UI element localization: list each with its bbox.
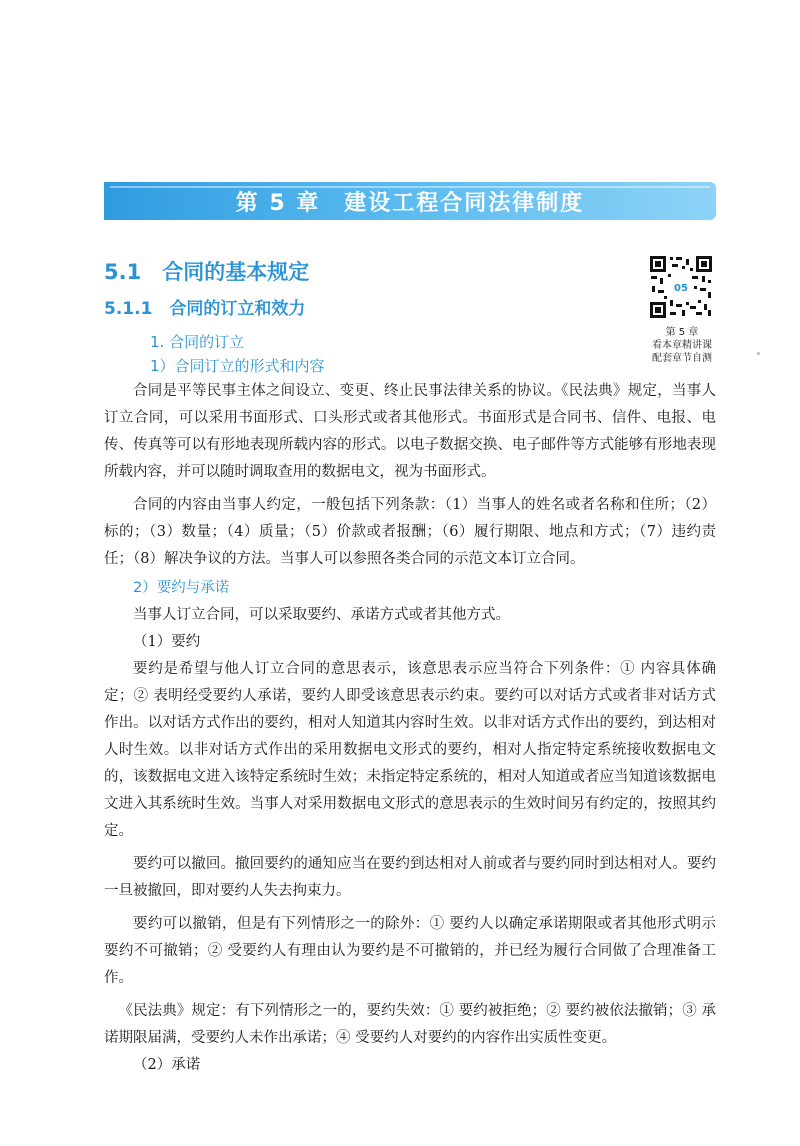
qr-code-icon[interactable]: [648, 254, 714, 320]
heading-offer-and-acceptance: 2）要约与承诺: [133, 580, 230, 596]
section-heading: 5.1 合同的基本规定: [104, 260, 310, 284]
qr-caption-quiz: 配套章节自测: [652, 353, 712, 364]
chapter-title: 第 5 章 建设工程合同法律制度: [235, 190, 585, 216]
paragraph-offer-lapse: 《民法典》规定：有下列情形之一的，要约失效：① 要约被拒绝；② 要约被依法撤销；③ 承诺期限届满，受要约人未作出承诺；④ 受要约人对要约的内容作出实质性变更。: [104, 1003, 716, 1046]
qr-caption: [630, 326, 734, 365]
paragraph-contract-content: 合同的内容由当事人约定，一般包括下列条款：（1）当事人的姓名或者名称和住所；（2）标的；（3）数量；（4）质量；（5）价款或者报酬；（6）履行期限、地点和方式；（7）违约责任；（8）解决争议的方法。当事人可以参照各类合同的示范文本订立合同。: [104, 497, 716, 567]
subsection-heading: 5.1.1 合同的订立和效力: [104, 299, 306, 319]
qr-caption-lecture: 看本章精讲课: [652, 340, 712, 351]
qr-caption-chapter: 第 5 章: [665, 327, 699, 338]
body-text: [104, 378, 716, 1079]
paragraph-offer-revocation: 要约可以撤销，但是有下列情形之一的除外：① 要约人以确定承诺期限或者其他形式明示要约不可撤销；② 受要约人有理由认为要约是不可撤销的，并已经为履行合同做了合理准备工作。: [104, 916, 716, 986]
heading-form-and-content: 1）合同订立的形式和内容: [150, 357, 325, 375]
paragraph-contract-form: 合同是平等民事主体之间设立、变更、终止民事法律关系的协议。《民法典》规定，当事人订立合同，可以采用书面形式、口头形式或者其他形式。书面形式是合同书、信件、电报、电传、传真等可以有形地表现所载内容的形式。以电子数据交换、电子邮件等方式能够有形地表现所载内容，并可以随时调取查用的数据电文，视为书面形式。: [104, 383, 716, 480]
qr-center-label: 05: [674, 283, 688, 294]
paragraph-offer-methods: 当事人订立合同，可以采取要约、承诺方式或者其他方式。: [133, 607, 510, 623]
list-item-acceptance: （2）承诺: [133, 1057, 201, 1073]
heading-contract-formation: 1. 合同的订立: [150, 333, 245, 351]
list-item-offer: （1）要约: [133, 634, 201, 650]
paragraph-offer-definition: 要约是希望与他人订立合同的意思表示，该意思表示应当符合下列条件：① 内容具体确定；② 表明经受要约人承诺，要约人即受该意思表示约束。要约可以对话方式或者非对话方式作出。以对话方式作出的要约，相对人知道其内容时生效。以非对话方式作出的要约，到达相对人时生效。以非对话方式作出的采用数据电文形式的要约，相对人指定特定系统接收数据电文的，该数据电文进入该特定系统时生效；未指定特定系统的，相对人知道或者应当知道该数据电文进入其系统时生效。当事人对采用数据电文形式的意思表示的生效时间另有约定的，按照其约定。: [104, 661, 716, 839]
chapter-banner: [104, 182, 716, 220]
paragraph-offer-withdrawal: 要约可以撤回。撤回要约的通知应当在要约到达相对人前或者与要约同时到达相对人。要约一旦被撤回，即对要约人失去拘束力。: [104, 856, 716, 899]
page-mark: [757, 352, 760, 355]
